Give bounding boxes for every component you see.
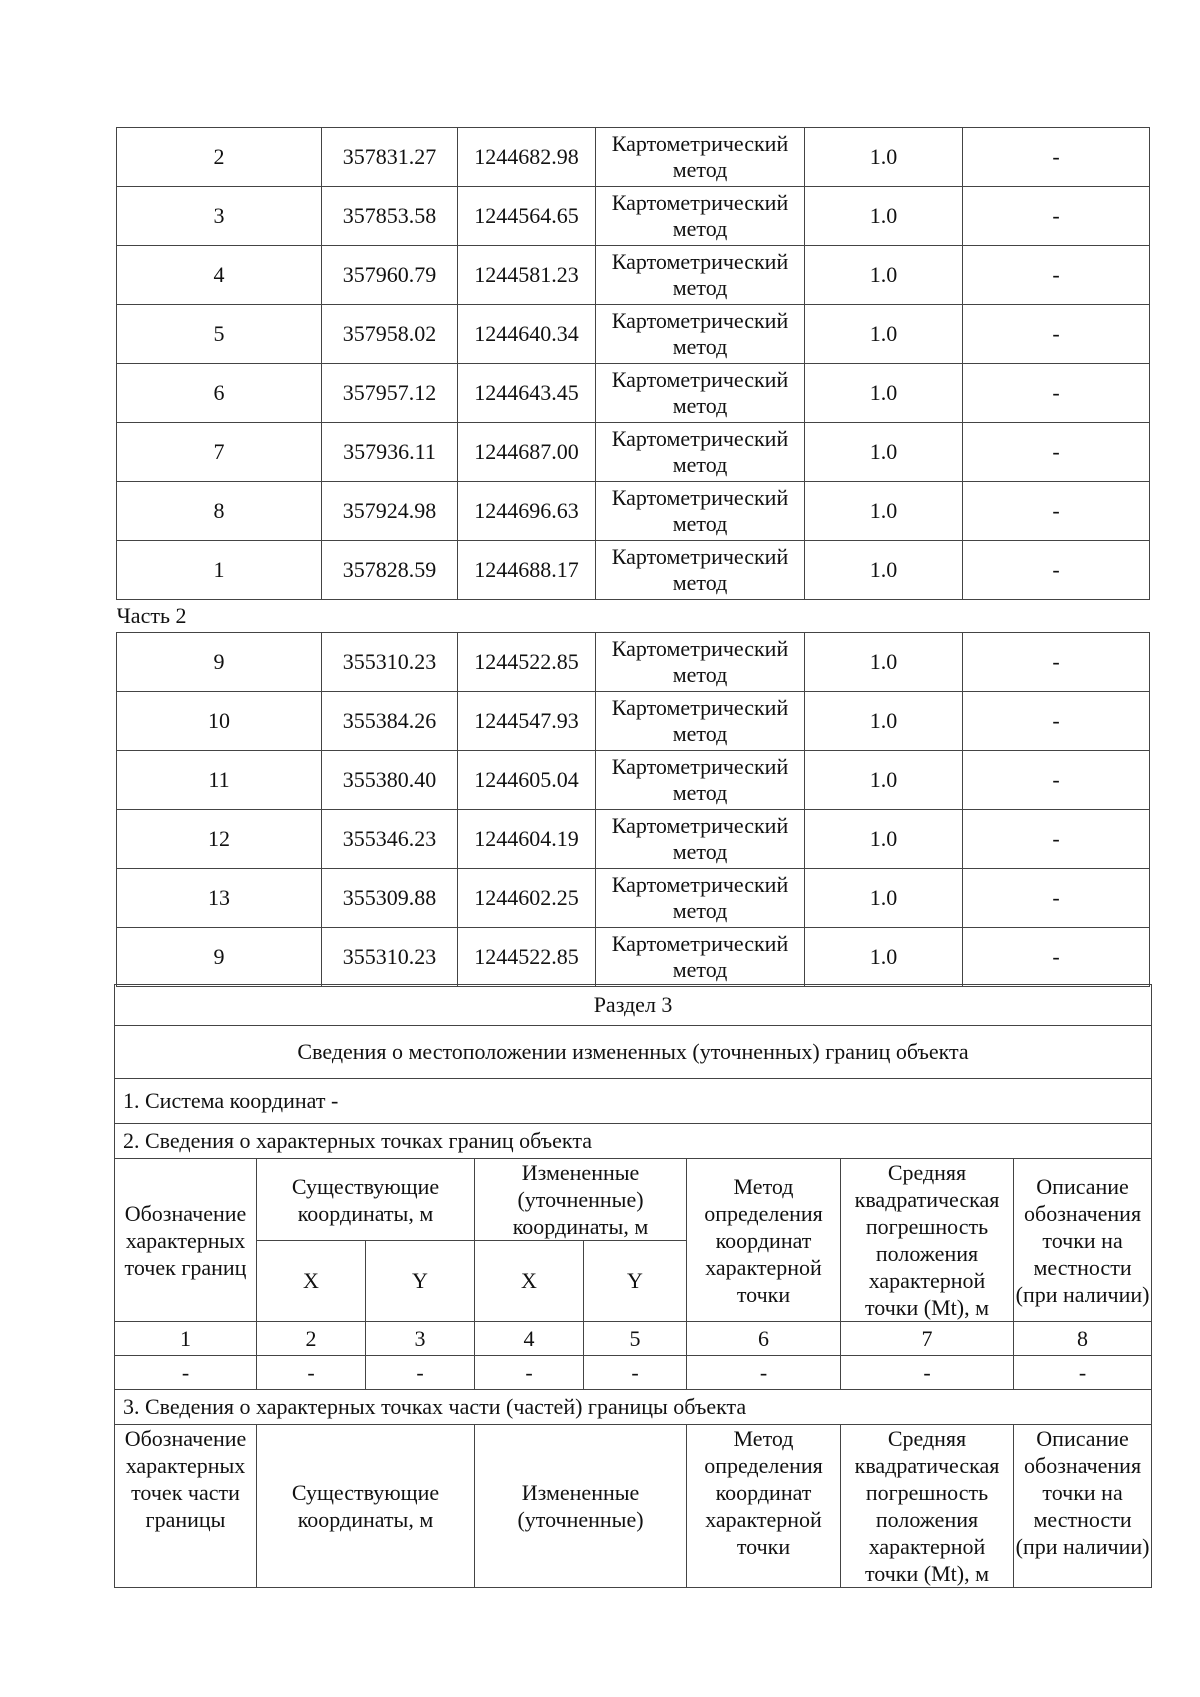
points-header-row-1 (115, 1159, 1152, 1241)
points-table (116, 127, 1150, 987)
coord-y-cell: 1244640.34 (458, 305, 596, 364)
empty-cell: - (841, 1356, 1014, 1390)
part-label-row (117, 600, 1150, 633)
method-cell: Картометрический метод (596, 128, 805, 187)
mt-value-cell: 1.0 (805, 751, 963, 810)
section3-heading-row (115, 985, 1152, 1026)
description-cell: - (963, 187, 1150, 246)
method-cell: Картометрический метод (596, 364, 805, 423)
coord-x-cell: 355380.40 (322, 751, 458, 810)
col-changed: Измененные (уточненные) координаты, м (475, 1159, 687, 1241)
table-row (117, 633, 1150, 692)
point-number-cell: 13 (117, 869, 322, 928)
description-cell: - (963, 928, 1150, 987)
coord-x-cell: 355310.23 (322, 928, 458, 987)
method-cell: Картометрический метод (596, 423, 805, 482)
mt-value-cell: 1.0 (805, 928, 963, 987)
col-number: 8 (1014, 1322, 1152, 1356)
parts-header-row (115, 1425, 1152, 1588)
coord-x-cell: 355310.23 (322, 633, 458, 692)
method-cell: Картометрический метод (596, 187, 805, 246)
description-cell: - (963, 423, 1150, 482)
col-number: 4 (475, 1322, 584, 1356)
mt-value-cell: 1.0 (805, 633, 963, 692)
col-method: Метод определения координат характерной точки (687, 1159, 841, 1322)
coord-y-cell: 1244688.17 (458, 541, 596, 600)
points-heading: 2. Сведения о характерных точках границ объекта (115, 1124, 1152, 1159)
table-row (117, 810, 1150, 869)
coord-y-cell: 1244602.25 (458, 869, 596, 928)
col-number: 2 (257, 1322, 366, 1356)
mt-value-cell: 1.0 (805, 128, 963, 187)
method-cell: Картометрический метод (596, 305, 805, 364)
coord-x-cell: 355384.26 (322, 692, 458, 751)
parts-heading-row (115, 1390, 1152, 1425)
point-number-cell: 8 (117, 482, 322, 541)
section3-title: Сведения о местоположении измененных (уточненных) границ объекта (115, 1026, 1152, 1079)
coord-x-cell: 357924.98 (322, 482, 458, 541)
table-row (117, 869, 1150, 928)
coord-y-cell: 1244564.65 (458, 187, 596, 246)
method-cell: Картометрический метод (596, 810, 805, 869)
description-cell: - (963, 364, 1150, 423)
coord-x-cell: 357958.02 (322, 305, 458, 364)
coord-x-cell: 357936.11 (322, 423, 458, 482)
column-number-row (115, 1322, 1152, 1356)
col-number: 3 (366, 1322, 475, 1356)
table-row (117, 423, 1150, 482)
points-table-body (117, 128, 1150, 987)
section3-title-row (115, 1026, 1152, 1079)
mt-value-cell: 1.0 (805, 692, 963, 751)
table-row (117, 692, 1150, 751)
parts-col-desc: Описание обозначения точки на местности (при наличии) (1014, 1425, 1152, 1588)
description-cell: - (963, 482, 1150, 541)
mt-value-cell: 1.0 (805, 364, 963, 423)
method-cell: Картометрический метод (596, 692, 805, 751)
table-row (117, 187, 1150, 246)
coord-y-cell: 1244522.85 (458, 928, 596, 987)
empty-cell: - (584, 1356, 687, 1390)
description-cell: - (963, 810, 1150, 869)
coord-x-cell: 355346.23 (322, 810, 458, 869)
coord-y-cell: 1244605.04 (458, 751, 596, 810)
coord-x-cell: 355309.88 (322, 869, 458, 928)
coord-x-cell: 357960.79 (322, 246, 458, 305)
method-cell: Картометрический метод (596, 482, 805, 541)
table-row (117, 751, 1150, 810)
empty-cell: - (115, 1356, 257, 1390)
table-row (117, 482, 1150, 541)
col-number: 1 (115, 1322, 257, 1356)
parts-col-error: Средняя квадратическая погрешность положения характерной точки (Mt), м (841, 1425, 1014, 1588)
mt-value-cell: 1.0 (805, 810, 963, 869)
point-number-cell: 1 (117, 541, 322, 600)
empty-cell: - (257, 1356, 366, 1390)
empty-cell: - (1014, 1356, 1152, 1390)
description-cell: - (963, 869, 1150, 928)
parts-col-designation: Обозначение характерных точек части границы (115, 1425, 257, 1588)
description-cell: - (963, 692, 1150, 751)
coord-y-cell: 1244581.23 (458, 246, 596, 305)
parts-col-method: Метод определения координат характерной точки (687, 1425, 841, 1588)
existing-y: Y (366, 1241, 475, 1322)
description-cell: - (963, 246, 1150, 305)
point-number-cell: 4 (117, 246, 322, 305)
point-number-cell: 2 (117, 128, 322, 187)
empty-cell: - (687, 1356, 841, 1390)
point-number-cell: 6 (117, 364, 322, 423)
mt-value-cell: 1.0 (805, 305, 963, 364)
method-cell: Картометрический метод (596, 751, 805, 810)
col-designation: Обозначение характерных точек границ (115, 1159, 257, 1322)
mt-value-cell: 1.0 (805, 869, 963, 928)
point-number-cell: 9 (117, 928, 322, 987)
description-cell: - (963, 751, 1150, 810)
method-cell: Картометрический метод (596, 633, 805, 692)
col-number: 6 (687, 1322, 841, 1356)
changed-y: Y (584, 1241, 687, 1322)
method-cell: Картометрический метод (596, 928, 805, 987)
parts-heading: 3. Сведения о характерных точках части (частей) границы объекта (115, 1390, 1152, 1425)
mt-value-cell: 1.0 (805, 246, 963, 305)
table-row (117, 305, 1150, 364)
point-number-cell: 9 (117, 633, 322, 692)
coord-y-cell: 1244682.98 (458, 128, 596, 187)
section3-heading: Раздел 3 (115, 985, 1152, 1026)
col-existing: Существующие координаты, м (257, 1159, 475, 1241)
description-cell: - (963, 541, 1150, 600)
point-number-cell: 11 (117, 751, 322, 810)
part-label: Часть 2 (117, 600, 1150, 633)
coord-x-cell: 357853.58 (322, 187, 458, 246)
parts-col-existing: Существующие координаты, м (257, 1425, 475, 1588)
changed-x: X (475, 1241, 584, 1322)
section3-table (114, 984, 1152, 1588)
empty-data-row (115, 1356, 1152, 1390)
col-desc: Описание обозначения точки на местности (при наличии) (1014, 1159, 1152, 1322)
col-number: 5 (584, 1322, 687, 1356)
description-cell: - (963, 633, 1150, 692)
coord-y-cell: 1244687.00 (458, 423, 596, 482)
table-row (117, 928, 1150, 987)
method-cell: Картометрический метод (596, 246, 805, 305)
point-number-cell: 7 (117, 423, 322, 482)
mt-value-cell: 1.0 (805, 187, 963, 246)
col-error: Средняя квадратическая погрешность положения характерной точки (Mt), м (841, 1159, 1014, 1322)
coord-system-row (115, 1079, 1152, 1124)
mt-value-cell: 1.0 (805, 423, 963, 482)
coord-y-cell: 1244522.85 (458, 633, 596, 692)
description-cell: - (963, 305, 1150, 364)
method-cell: Картометрический метод (596, 869, 805, 928)
parts-col-changed: Измененные (уточненные) (475, 1425, 687, 1588)
points-heading-row (115, 1124, 1152, 1159)
point-number-cell: 12 (117, 810, 322, 869)
coord-y-cell: 1244547.93 (458, 692, 596, 751)
col-number: 7 (841, 1322, 1014, 1356)
table-row (117, 246, 1150, 305)
point-number-cell: 10 (117, 692, 322, 751)
coord-x-cell: 357957.12 (322, 364, 458, 423)
table-row (117, 128, 1150, 187)
existing-x: X (257, 1241, 366, 1322)
coord-y-cell: 1244643.45 (458, 364, 596, 423)
coord-x-cell: 357831.27 (322, 128, 458, 187)
table-row (117, 364, 1150, 423)
method-cell: Картометрический метод (596, 541, 805, 600)
description-cell: - (963, 128, 1150, 187)
point-number-cell: 5 (117, 305, 322, 364)
mt-value-cell: 1.0 (805, 541, 963, 600)
coord-y-cell: 1244696.63 (458, 482, 596, 541)
coord-system: 1. Система координат - (115, 1079, 1152, 1124)
empty-cell: - (475, 1356, 584, 1390)
table-row (117, 541, 1150, 600)
mt-value-cell: 1.0 (805, 482, 963, 541)
coord-y-cell: 1244604.19 (458, 810, 596, 869)
empty-cell: - (366, 1356, 475, 1390)
coord-x-cell: 357828.59 (322, 541, 458, 600)
point-number-cell: 3 (117, 187, 322, 246)
